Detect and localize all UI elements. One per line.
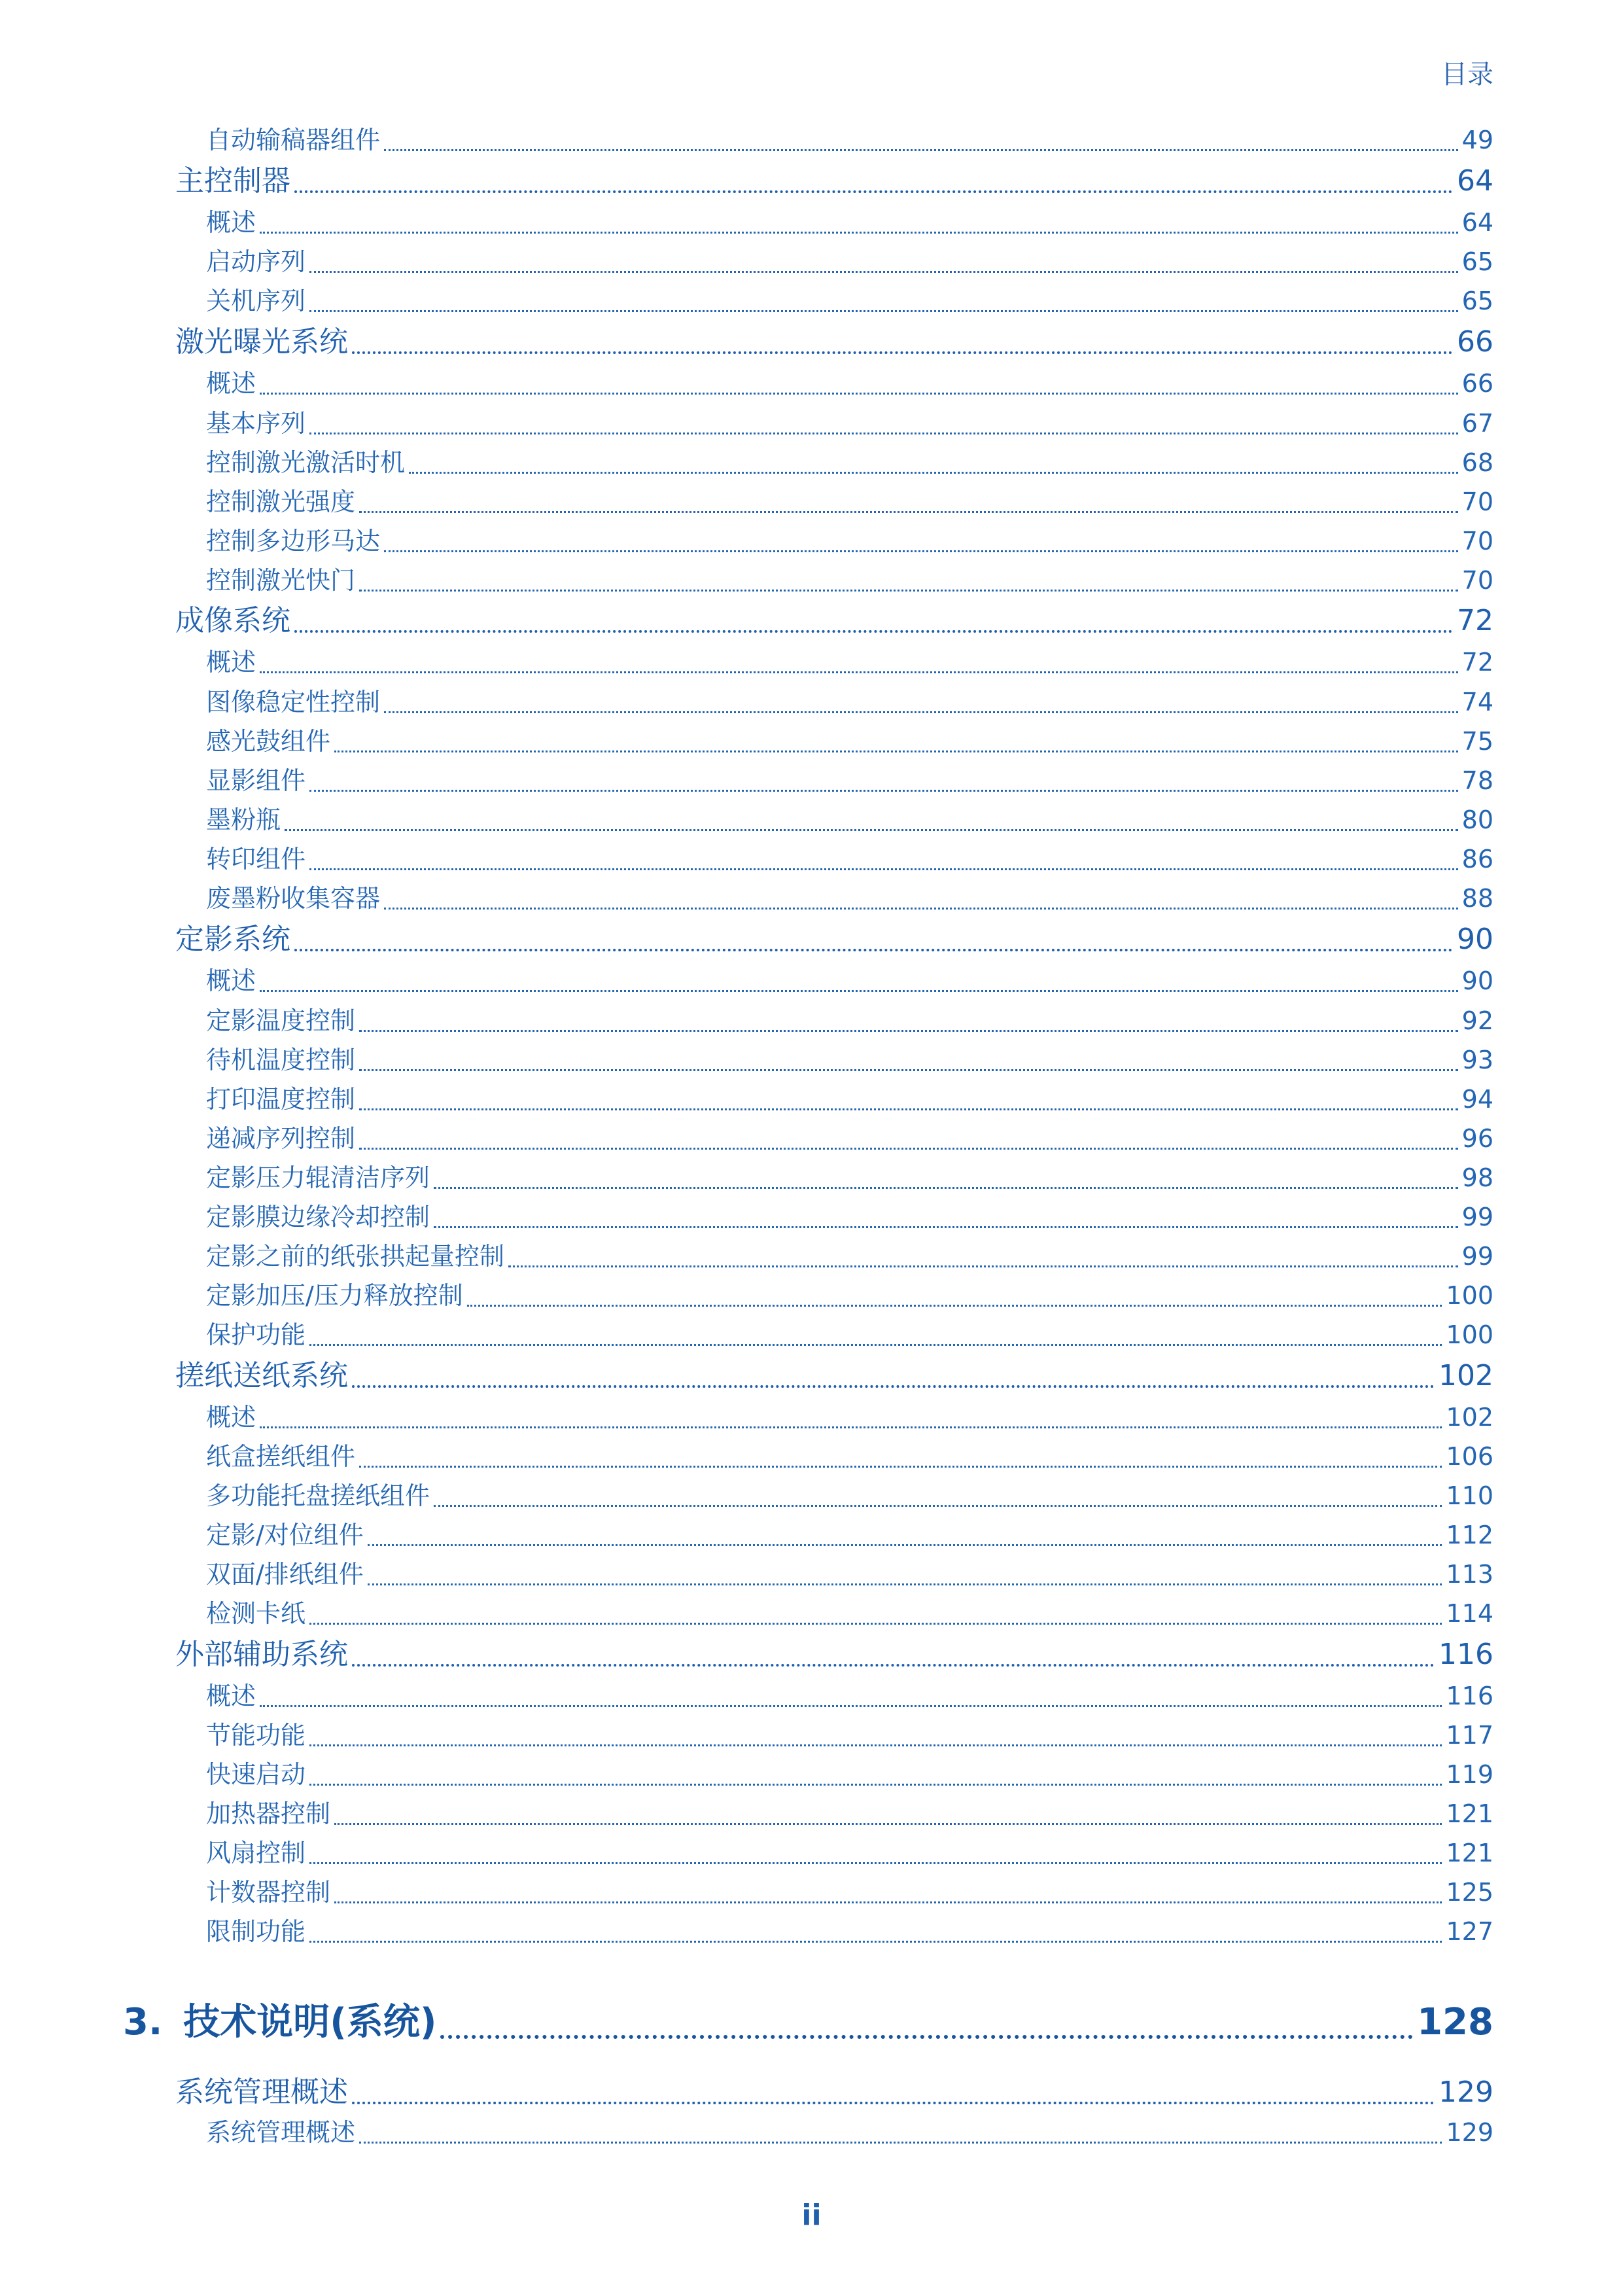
toc-entry-page: 102	[1446, 1403, 1493, 1432]
toc-entry-page: 90	[1457, 923, 1493, 956]
toc-subsection-entry[interactable]	[206, 1794, 1493, 1833]
toc-subsection-entry[interactable]	[206, 1476, 1493, 1515]
toc-subsection-entry[interactable]	[206, 722, 1493, 761]
dot-leader	[359, 561, 1458, 600]
toc-entry-label: 待机温度控制	[206, 1046, 356, 1074]
toc-entry-page: 72	[1461, 648, 1493, 677]
toc-entry-page: 102	[1439, 1359, 1493, 1392]
toc-entry-label: 控制激光激活时机	[206, 448, 406, 477]
toc-subsection-entry[interactable]	[206, 482, 1493, 521]
toc-section-entry[interactable]	[175, 1356, 1493, 1396]
toc-subsection-entry[interactable]	[206, 364, 1493, 403]
toc-entry-page: 121	[1446, 1839, 1493, 1867]
toc-entry-page: 78	[1461, 766, 1493, 795]
toc-entry-page: 70	[1461, 527, 1493, 556]
toc-entry-label: 系统管理概述	[206, 2118, 356, 2147]
toc-subsection-entry[interactable]	[206, 879, 1493, 918]
toc-entry-page: 66	[1461, 369, 1493, 398]
toc-entry-page: 90	[1461, 966, 1493, 995]
toc-entry-label: 概述	[206, 1682, 256, 1710]
toc-entry-page: 80	[1461, 805, 1493, 834]
toc-entry-page: 113	[1446, 1560, 1493, 1589]
chapter-title: 技术说明(系统)	[183, 2001, 437, 2043]
dot-leader	[294, 601, 1453, 641]
toc-subsection-entry[interactable]	[206, 1237, 1493, 1276]
toc-subsection-entry[interactable]	[206, 561, 1493, 600]
toc-subsection-entry[interactable]	[206, 2113, 1493, 2152]
toc-entry-label: 搓纸送纸系统	[175, 1359, 348, 1392]
toc-subsection-entry[interactable]	[206, 839, 1493, 879]
toc-entry-label: 关机序列	[206, 287, 306, 315]
dot-leader	[309, 1315, 1442, 1354]
toc-entry-page: 125	[1446, 1878, 1493, 1907]
toc-entry-page: 49	[1461, 126, 1493, 154]
dot-leader	[352, 1635, 1435, 1674]
toc-entry-label: 加热器控制	[206, 1799, 331, 1828]
dot-leader	[260, 203, 1458, 242]
toc-entry-label: 成像系统	[175, 604, 290, 637]
toc-entry-label: 概述	[206, 208, 256, 237]
dot-leader	[294, 920, 1453, 959]
toc-entry-page: 114	[1446, 1599, 1493, 1628]
toc-subsection-entry[interactable]	[206, 1912, 1493, 1951]
toc-entry-page: 68	[1461, 448, 1493, 477]
toc-subsection-entry[interactable]	[206, 1315, 1493, 1354]
toc-entry-label: 基本序列	[206, 409, 306, 438]
toc-subsection-entry[interactable]	[206, 1080, 1493, 1119]
toc-entry-page: 88	[1461, 884, 1493, 913]
dot-leader	[309, 1912, 1442, 1951]
toc-subsection-entry[interactable]	[206, 404, 1493, 443]
toc-entry-label: 概述	[206, 648, 256, 677]
toc-entry-label: 主控制器	[175, 164, 290, 198]
toc-section-entry[interactable]	[175, 323, 1493, 362]
chapter-page: 128	[1417, 2001, 1493, 2043]
toc-subsection-entry[interactable]	[206, 1515, 1493, 1555]
dot-leader	[334, 722, 1458, 761]
dot-leader	[260, 1398, 1442, 1437]
toc-entry-label: 控制多边形马达	[206, 527, 381, 556]
toc-subsection-entry[interactable]	[206, 521, 1493, 561]
toc-entry-page: 96	[1461, 1124, 1493, 1153]
toc-entry-label: 废墨粉收集容器	[206, 884, 381, 913]
toc-entry-page: 121	[1446, 1799, 1493, 1828]
toc-section-entry[interactable]	[175, 162, 1493, 201]
toc-subsection-entry[interactable]	[206, 281, 1493, 321]
dot-leader	[359, 482, 1458, 521]
toc-entry-page: 116	[1439, 1638, 1493, 1671]
toc-entry-label: 外部辅助系统	[175, 1638, 348, 1671]
dot-leader	[260, 1676, 1442, 1716]
toc-entry-label: 定影/对位组件	[206, 1521, 364, 1549]
toc-entry-page: 119	[1446, 1760, 1493, 1789]
toc-subsection-entry[interactable]	[206, 1197, 1493, 1237]
dot-leader	[309, 281, 1458, 321]
toc-entry-label: 启动序列	[206, 247, 306, 276]
toc-subsection-entry[interactable]	[206, 761, 1493, 800]
toc-entry-page: 65	[1461, 247, 1493, 276]
dot-leader	[434, 1197, 1458, 1237]
dot-leader	[508, 1237, 1458, 1276]
toc-entry-label: 定影系统	[175, 923, 290, 956]
toc-entry-label: 显影组件	[206, 766, 306, 795]
dot-leader	[309, 242, 1458, 281]
toc-entry-page: 99	[1461, 1203, 1493, 1231]
dot-leader	[359, 2113, 1442, 2152]
dot-leader	[440, 1993, 1413, 2052]
toc-entry-label: 多功能托盘搓纸组件	[206, 1481, 430, 1510]
toc-subsection-entry[interactable]	[206, 203, 1493, 242]
toc-entry-label: 打印温度控制	[206, 1085, 356, 1114]
dot-leader	[285, 800, 1458, 839]
toc-entry-page: 93	[1461, 1046, 1493, 1074]
toc-entry-label: 双面/排纸组件	[206, 1560, 364, 1589]
toc-entry-page: 65	[1461, 287, 1493, 315]
dot-leader	[309, 404, 1458, 443]
toc-subsection-entry[interactable]	[206, 1158, 1493, 1197]
toc-entry-page: 129	[1439, 2075, 1493, 2109]
toc-chapter-entry[interactable]	[123, 1993, 1493, 2052]
toc-subsection-entry[interactable]	[206, 242, 1493, 281]
toc-subsection-entry[interactable]	[206, 120, 1493, 160]
toc-entry-page: 64	[1461, 208, 1493, 237]
toc-entry-label: 计数器控制	[206, 1878, 331, 1907]
toc-subsection-entry[interactable]	[206, 1873, 1493, 1912]
toc-entry-label: 定影温度控制	[206, 1006, 356, 1035]
toc-entry-page: 129	[1446, 2118, 1493, 2147]
dot-leader	[334, 1794, 1442, 1833]
toc-entry-page: 106	[1446, 1442, 1493, 1471]
toc-entry-label: 图像稳定性控制	[206, 688, 381, 716]
toc-subsection-entry[interactable]	[206, 961, 1493, 1000]
toc-subsection-entry[interactable]	[206, 1040, 1493, 1080]
toc-subsection-entry[interactable]	[206, 1119, 1493, 1158]
dot-leader	[309, 839, 1458, 879]
toc-section-entry[interactable]	[175, 920, 1493, 959]
dot-leader	[384, 521, 1458, 561]
toc-entry-page: 74	[1461, 688, 1493, 716]
dot-leader	[309, 1755, 1442, 1794]
toc-subsection-entry[interactable]	[206, 1716, 1493, 1755]
toc-entry-page: 110	[1446, 1481, 1493, 1510]
dot-leader	[359, 1001, 1458, 1040]
toc-entry-label: 定影压力辊清洁序列	[206, 1163, 430, 1192]
toc-subsection-entry[interactable]	[206, 1833, 1493, 1873]
toc-subsection-entry[interactable]	[206, 682, 1493, 722]
toc-entry-page: 66	[1457, 325, 1493, 359]
toc-entry-label: 概述	[206, 369, 256, 398]
toc-entry-label: 控制激光快门	[206, 566, 356, 595]
toc-section-entry[interactable]	[175, 601, 1493, 641]
toc-entry-label: 保护功能	[206, 1320, 306, 1349]
toc-entry-label: 激光曝光系统	[175, 325, 348, 359]
toc-entry-label: 检测卡纸	[206, 1599, 306, 1628]
toc-entry-page: 99	[1461, 1242, 1493, 1271]
toc-entry-page: 75	[1461, 727, 1493, 756]
toc-entry-label: 控制激光强度	[206, 487, 356, 516]
toc-subsection-entry[interactable]	[206, 1398, 1493, 1437]
dot-leader	[384, 879, 1458, 918]
dot-leader	[368, 1515, 1442, 1555]
dot-leader	[260, 643, 1458, 682]
chapter-number: 3.	[123, 2001, 163, 2043]
dot-leader	[359, 1040, 1458, 1080]
toc-entry-label: 定影之前的纸张拱起量控制	[206, 1242, 505, 1271]
toc-entry-label: 限制功能	[206, 1917, 306, 1946]
toc-subsection-entry[interactable]	[206, 1676, 1493, 1716]
toc-entry-label: 概述	[206, 966, 256, 995]
toc-entry-label: 系统管理概述	[175, 2075, 348, 2109]
toc-entry-page: 100	[1446, 1320, 1493, 1349]
header-title: 目录	[1441, 60, 1493, 90]
toc-entry-label: 转印组件	[206, 845, 306, 874]
toc-entry-label: 快速启动	[206, 1760, 306, 1789]
toc-entry-page: 67	[1461, 409, 1493, 438]
dot-leader	[359, 1437, 1442, 1476]
toc-subsection-entry[interactable]	[206, 443, 1493, 482]
toc-entry-page: 86	[1461, 845, 1493, 874]
page-number: ii	[801, 2199, 822, 2232]
toc-entry-label: 感光鼓组件	[206, 727, 331, 756]
toc-entry-page: 98	[1461, 1163, 1493, 1192]
dot-leader	[409, 443, 1458, 482]
toc-entry-page: 112	[1446, 1521, 1493, 1549]
dot-leader	[352, 323, 1453, 362]
dot-leader	[309, 1716, 1442, 1755]
toc-entry-page: 100	[1446, 1281, 1493, 1310]
toc-entry-label: 概述	[206, 1403, 256, 1432]
dot-leader	[260, 364, 1458, 403]
toc-entry-label: 墨粉瓶	[206, 805, 281, 834]
toc-section-entry[interactable]	[175, 1635, 1493, 1674]
toc-entry-page: 94	[1461, 1085, 1493, 1114]
toc-subsection-entry[interactable]	[206, 1276, 1493, 1315]
toc-subsection-entry[interactable]	[206, 1437, 1493, 1476]
dot-leader	[384, 120, 1458, 160]
toc-entry-label: 节能功能	[206, 1721, 306, 1750]
toc-subsection-entry[interactable]	[206, 800, 1493, 839]
dot-leader	[309, 761, 1458, 800]
toc-entry-label: 递减序列控制	[206, 1124, 356, 1153]
toc-entry-label: 纸盒搓纸组件	[206, 1442, 356, 1471]
toc-subsection-entry[interactable]	[206, 1001, 1493, 1040]
toc-entry-page: 70	[1461, 566, 1493, 595]
toc-subsection-entry[interactable]	[206, 1555, 1493, 1594]
dot-leader	[467, 1276, 1442, 1315]
dot-leader	[352, 2073, 1435, 2112]
dot-leader	[294, 162, 1453, 201]
toc-entry-label: 自动输稿器组件	[206, 126, 381, 154]
toc-subsection-entry[interactable]	[206, 643, 1493, 682]
toc-entry-label: 定影加压/压力释放控制	[206, 1281, 463, 1310]
toc-subsection-entry[interactable]	[206, 1594, 1493, 1633]
dot-leader	[359, 1080, 1458, 1119]
toc-entry-page: 127	[1446, 1917, 1493, 1946]
dot-leader	[434, 1476, 1442, 1515]
dot-leader	[368, 1555, 1442, 1594]
dot-leader	[434, 1158, 1458, 1197]
toc-section-entry[interactable]	[175, 2073, 1493, 2112]
dot-leader	[352, 1356, 1435, 1396]
toc-entry-label: 风扇控制	[206, 1839, 306, 1867]
toc-entry-page: 72	[1457, 604, 1493, 637]
dot-leader	[309, 1833, 1442, 1873]
dot-leader	[309, 1594, 1442, 1633]
dot-leader	[260, 961, 1458, 1000]
toc-subsection-entry[interactable]	[206, 1755, 1493, 1794]
dot-leader	[384, 682, 1458, 722]
toc-entry-page: 64	[1457, 164, 1493, 198]
toc-entry-page: 117	[1446, 1721, 1493, 1750]
toc-entry-page: 116	[1446, 1682, 1493, 1710]
dot-leader	[334, 1873, 1442, 1912]
toc-entry-page: 92	[1461, 1006, 1493, 1035]
toc-entry-label: 定影膜边缘冷却控制	[206, 1203, 430, 1231]
toc-entry-page: 70	[1461, 487, 1493, 516]
dot-leader	[359, 1119, 1458, 1158]
